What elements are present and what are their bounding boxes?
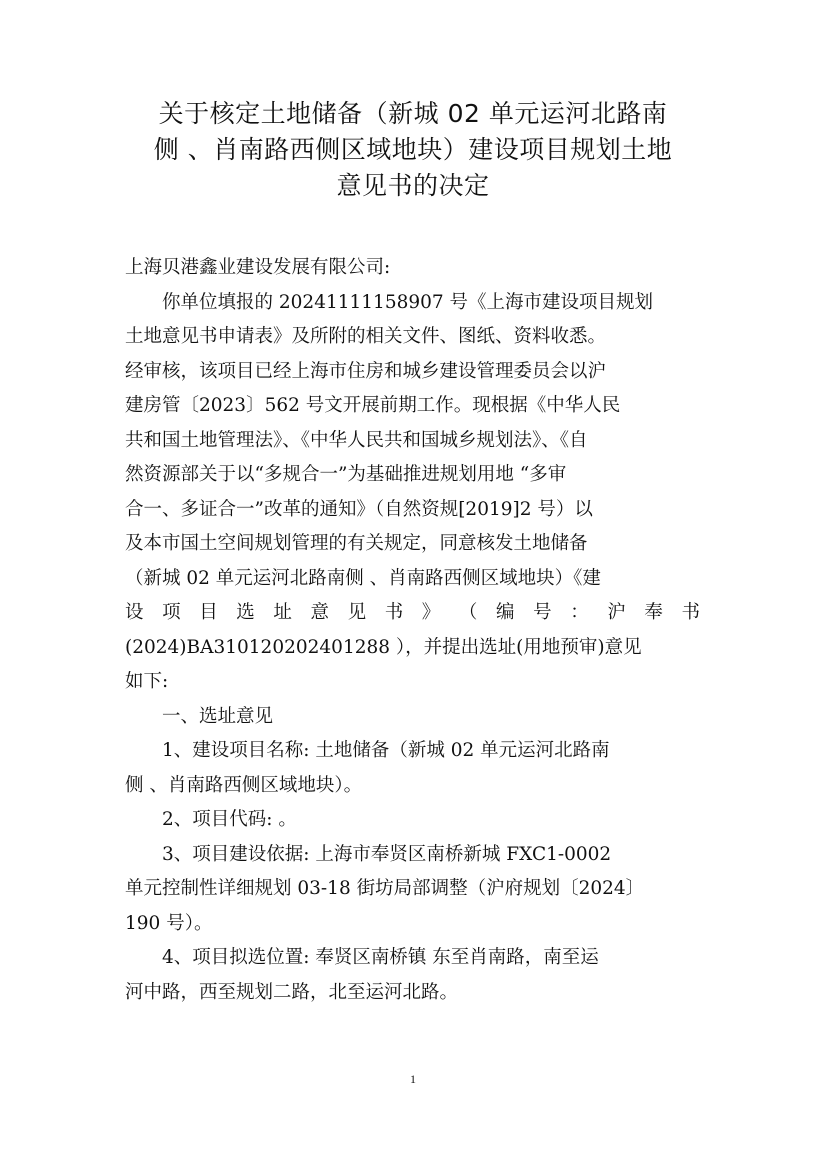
body-line-12: 如下:	[125, 671, 169, 692]
item-4-line-1: 4、项目拟选位置: 奉贤区南桥镇 东至肖南路，南至运	[162, 947, 599, 968]
item-3-line-1: 3、项目建设依据: 上海市奉贤区南桥新城 FXC1-0002	[162, 843, 612, 865]
item-4-line-2: 河中路，西至规划二路，北至运河北路。	[125, 981, 459, 1003]
body-line-10: 设 项 目 选 址 意 见 书 》 （ 编 号 ： 沪 奉 书	[125, 602, 700, 623]
item-3-line-3: 190 号）。	[125, 912, 213, 934]
document-body	[125, 251, 700, 1010]
title-line-2: 侧 、肖南路西侧区域地块）建设项目规划土地	[153, 135, 673, 164]
title-line-3: 意见书的决定	[336, 171, 490, 200]
body-line-2: 土地意见书申请表》及所附的相关文件、图纸、资料收悉。	[125, 326, 607, 347]
body-line-4: 建房管〔2023〕562 号文开展前期工作。现根据《中华人民	[125, 395, 621, 416]
item-2: 2、项目代码: 。	[162, 809, 297, 830]
body-line-11: (2024)BA310120202401288 ），并提出选址(用地预审)意见	[125, 636, 642, 658]
body-line-3: 经审核，该项目已经上海市住房和城乡建设管理委员会以沪	[125, 360, 607, 382]
body-line-8: 及本市国土空间规划管理的有关规定，同意核发土地储备	[125, 533, 588, 554]
item-1-line-1: 1、建设项目名称: 土地储备（新城 02 单元运河北路南	[162, 740, 610, 761]
page-number: 1	[410, 1072, 416, 1086]
body-line-1: 你单位填报的 20241111158907 号《上海市建设项目规划	[162, 291, 654, 313]
title-line-1: 关于核定土地储备（新城 02 单元运河北路南	[158, 99, 668, 128]
addressee: 上海贝港鑫业建设发展有限公司:	[125, 257, 391, 278]
document-title	[110, 96, 716, 204]
body-line-7: 合一、多证合一”改革的通知》（自然资规[2019]2 号）以	[125, 498, 593, 520]
item-3-line-2: 单元控制性详细规划 03-18 街坊局部调整（沪府规划〔2024〕	[125, 878, 645, 899]
body-line-6: 然资源部关于以“多规合一”为基础推进规划用地 “多审	[125, 464, 567, 485]
body-line-9: （新城 02 单元运河北路南侧 、肖南路西侧区域地块）《建	[125, 567, 601, 589]
item-1-line-2: 侧 、肖南路西侧区域地块）。	[125, 774, 363, 796]
section-heading: 一、选址意见	[162, 705, 274, 727]
body-line-5: 共和国土地管理法》、《中华人民共和国城乡规划法》、《自	[125, 429, 588, 451]
